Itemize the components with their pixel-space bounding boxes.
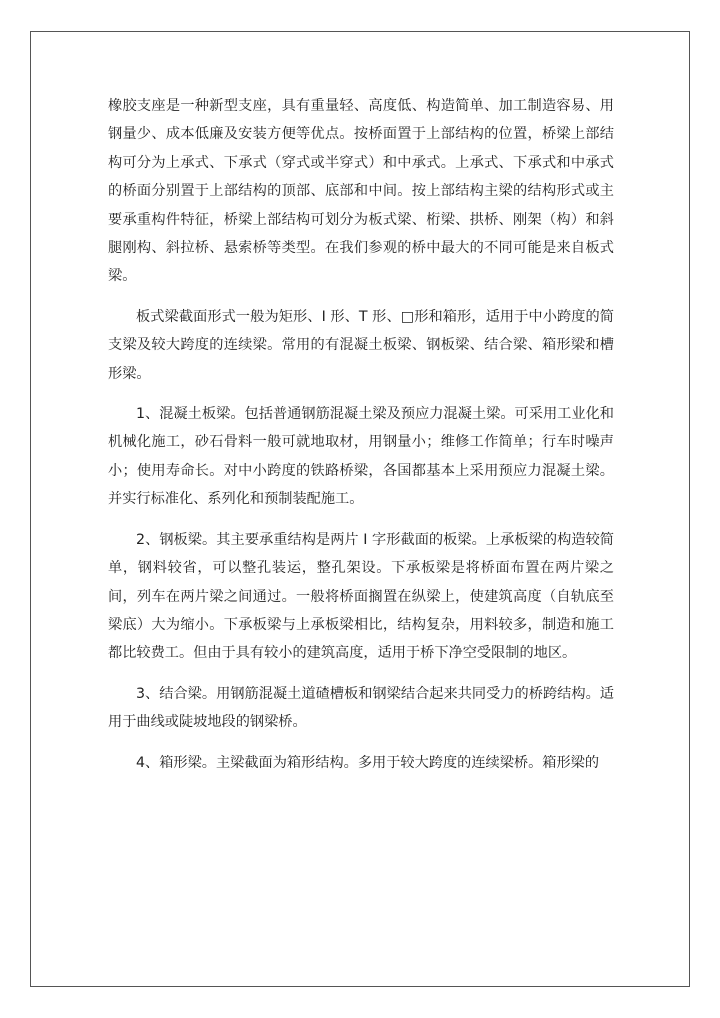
paragraph-box-girder: 4、箱形梁。主梁截面为箱形结构。多用于较大跨度的连续梁桥。箱形梁的: [136, 754, 600, 771]
paragraph-composite-girder: 3、结合梁。用钢筋混凝土道碴槽板和钢梁结合起来共同受力的桥跨结构。适用于曲线或陡坡地段的钢梁桥。: [108, 685, 614, 731]
paragraph-rubber-bearing: 橡胶支座是一种新型支座，具有重量轻、高度低、构造简单、加工制造容易、用钢量少、成本低廉及安装方便等优点。按桥面置于上部结构的位置，桥梁上部结构可分为上承式、下承式（穿式或半穿式）和中承式。上承式、下承式和中承式的桥面分别置于上部结构的顶部、底部和中间。按上部结构主梁的结构形式或主要承重构件特征，桥梁上部结构可划分为板式梁、桁梁、拱桥、刚架（构）和斜腿刚构、斜拉桥、悬索桥等类型。在我们参观的桥中最大的不同可能是来自板式梁。: [108, 98, 614, 285]
paragraph-concrete-slab-girder: 1、混凝土板梁。包括普通钢筋混凝土梁及预应力混凝土梁。可采用工业化和机械化施工，砂石骨料一般可就地取材，用钢量小；维修工作简单；行车时噪声小；使用寿命长。对中小跨度的铁路桥梁，各国都基本上采用预应力混凝土梁。并实行标准化、系列化和预制装配施工。: [108, 406, 614, 508]
paragraph-steel-plate-girder: 2、钢板梁。其主要承重结构是两片 I 字形截面的板梁。上承板梁的构造较简单，钢料较省，可以整孔装运，整孔架设。下承板梁是将桥面布置在两片梁之间，列车在两片梁之间通过。一般将桥面搁置在纵梁上，使建筑高度（自轨底至梁底）大为缩小。下承板梁与上承板梁相比，结构复杂，用料较多，制造和施工都比较费工。但由于具有较小的建筑高度，适用于桥下净空受限制的地区。: [108, 531, 614, 662]
paragraph-slab-girder-sections: 板式梁截面形式一般为矩形、I 形、T 形、□形和箱形，适用于中小跨度的简支梁及较大跨度的连续梁。常用的有混凝土板梁、钢板梁、结合梁、箱形梁和槽形梁。: [108, 308, 614, 382]
document-body: [108, 92, 614, 789]
